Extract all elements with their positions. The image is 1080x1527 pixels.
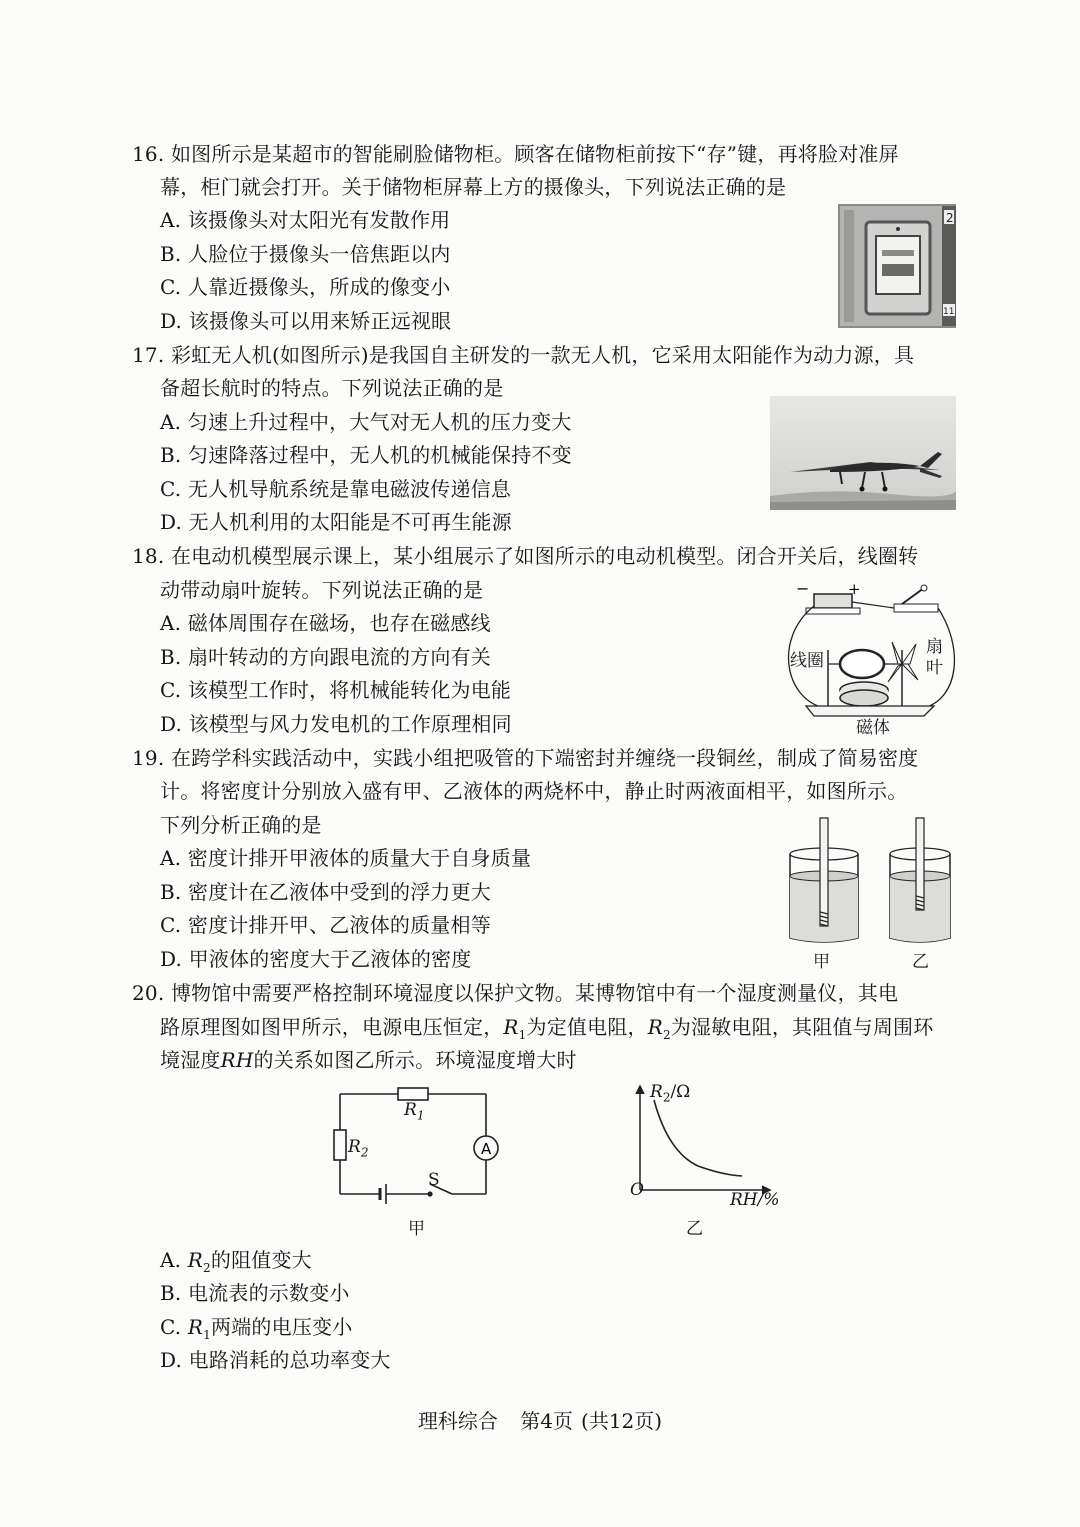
q16-option-c: C. 人靠近摄像头，所成的像变小 [160,275,451,299]
q20-option-a-text: 的阻值变大 [210,1248,312,1272]
q19-option-b: B. 密度计在乙液体中受到的浮力更大 [160,880,492,904]
q18-option-b: B. 扇叶转动的方向跟电流的方向有关 [160,645,492,669]
q19-option-d: D. 甲液体的密度大于乙液体的密度 [160,947,472,971]
beaker-left-caption: 甲 [813,952,830,972]
r-symbol: R [187,1315,204,1339]
q19-stem-line3: 下列分析正确的是 [160,813,322,837]
hydrometer-beakers-diagram [786,816,956,946]
q18-stem-line2: 动带动扇叶旋转。下列说法正确的是 [160,578,484,602]
q20-stem3-a: 境湿度 [160,1048,221,1072]
circuit-r1-label [404,1100,424,1122]
page-footer [0,1405,1080,1434]
q16-option-b: B. 人脸位于摄像头一倍焦距以内 [160,242,451,266]
q20-stem-line2 [160,1013,933,1049]
graph-x-label: RH/% [730,1190,780,1210]
q19-option-c: C. 密度计排开甲、乙液体的质量相等 [160,913,491,937]
footer-page: 第4页 [520,1409,574,1433]
q17-stem-line2: 备超长航时的特点。下列说法正确的是 [160,376,504,400]
ammeter-label: A [481,1140,492,1158]
q17-option-d: D. 无人机利用的太阳能是不可再生能源 [160,510,512,534]
rh-symbol: RH [220,1048,254,1072]
magnet-label: 磁体 [856,718,890,738]
q20-option-a-prefix: A. [160,1248,188,1272]
q16-option-d: D. 该摄像头可以用来矫正远视眼 [160,309,452,333]
photo-tag-top: 2 [946,211,954,225]
battery-minus-label: − [796,579,810,598]
circuit-r2-label [348,1137,368,1159]
r1-subscript: 1 [518,1028,527,1042]
graph-y-sub: 2 [662,1090,671,1105]
graph-y-letter: R [650,1082,663,1102]
q20-option-d: D. 电路消耗的总功率变大 [160,1348,391,1372]
q19-stem-line2: 计。将密度计分别放入盛有甲、乙液体的两烧杯中，静止时两液面相平，如图所示。 [160,779,908,803]
q20-option-b: B. 电流表的示数变小 [160,1281,350,1305]
q20-stem2-a: 路原理图如图甲所示，电源电压恒定， [160,1015,504,1039]
r-symbol: R [503,1015,519,1039]
coil-label: 线圈 [790,651,824,671]
graph-y-label [650,1082,690,1104]
q20-stem-line3 [160,1046,577,1074]
q18-option-a: A. 磁体周围存在磁场，也存在磁感线 [160,611,491,635]
circuit-r2-letter: R [348,1137,361,1157]
graph-y-unit: /Ω [670,1082,691,1102]
switch-label: S [428,1170,440,1190]
q17-option-b: B. 匀速降落过程中，无人机的机械能保持不变 [160,443,572,467]
q20-option-c-prefix: C. [160,1315,188,1339]
q20-option-a [160,1246,312,1282]
q18-option-d: D. 该模型与风力发电机的工作原理相同 [160,712,512,736]
battery-plus-label: + [848,580,861,598]
q20-stem2-c: 为湿敏电阻，其阻值与周围环 [670,1015,934,1039]
q19-stem-line1: 19. 在跨学科实践活动中，实践小组把吸管的下端密封并缠绕一段铜丝，制成了简易密度 [132,746,919,770]
fan-label-2: 叶 [926,658,943,678]
q16-option-a: A. 该摄像头对太阳光有发散作用 [160,208,451,232]
footer-subject: 理科综合 [417,1409,498,1433]
r-symbol: R [647,1015,663,1039]
circuit-caption: 甲 [408,1219,425,1239]
circuit-r1-sub: 1 [416,1108,425,1123]
q20-stem-line1: 20. 博物馆中需要严格控制环境湿度以保护文物。某博物馆中有一个湿度测量仪，其电 [132,981,899,1005]
drone-photo [770,396,956,510]
locker-photo [838,204,956,328]
graph-origin: O [630,1180,644,1200]
q16-stem-line1: 16. 如图所示是某超市的智能刷脸储物柜。顾客在储物柜前按下“存”键，再将脸对准屏 [132,142,899,166]
r1-subscript: 1 [203,1328,212,1342]
beaker-right-caption: 乙 [912,952,929,972]
q16-stem-line2: 幕，柜门就会打开。关于储物柜屏幕上方的摄像头，下列说法正确的是 [160,175,787,199]
q20-option-c-text: 两端的电压变小 [211,1315,353,1339]
q20-stem3-b: 的关系如图乙所示。环境湿度增大时 [253,1048,577,1072]
q17-option-c: C. 无人机导航系统是靠电磁波传递信息 [160,477,512,501]
fan-label-1: 扇 [926,637,943,657]
q19-option-a: A. 密度计排开甲液体的质量大于自身质量 [160,846,532,870]
q17-option-a: A. 匀速上升过程中，大气对无人机的压力变大 [160,410,572,434]
q18-option-c: C. 该模型工作时，将机械能转化为电能 [160,678,512,702]
r2-subscript: 2 [203,1261,211,1275]
photo-tag-bottom: 11 [943,307,955,317]
circuit-r2-sub: 2 [360,1145,369,1160]
q20-stem2-b: 为定值电阻， [526,1015,648,1039]
graph-caption: 乙 [686,1219,703,1239]
q17-stem-line1: 17. 彩虹无人机(如图所示)是我国自主研发的一款无人机，它采用太阳能作为动力源，具 [132,343,915,367]
r-symbol: R [187,1248,204,1272]
q20-option-c [160,1313,352,1349]
q18-stem-line1: 18. 在电动机模型展示课上，某小组展示了如图所示的电动机模型。闭合开关后，线圈转 [132,544,919,568]
circuit-r1-letter: R [404,1100,417,1120]
footer-total: (共12页) [581,1409,663,1433]
r2-subscript: 2 [662,1028,671,1042]
